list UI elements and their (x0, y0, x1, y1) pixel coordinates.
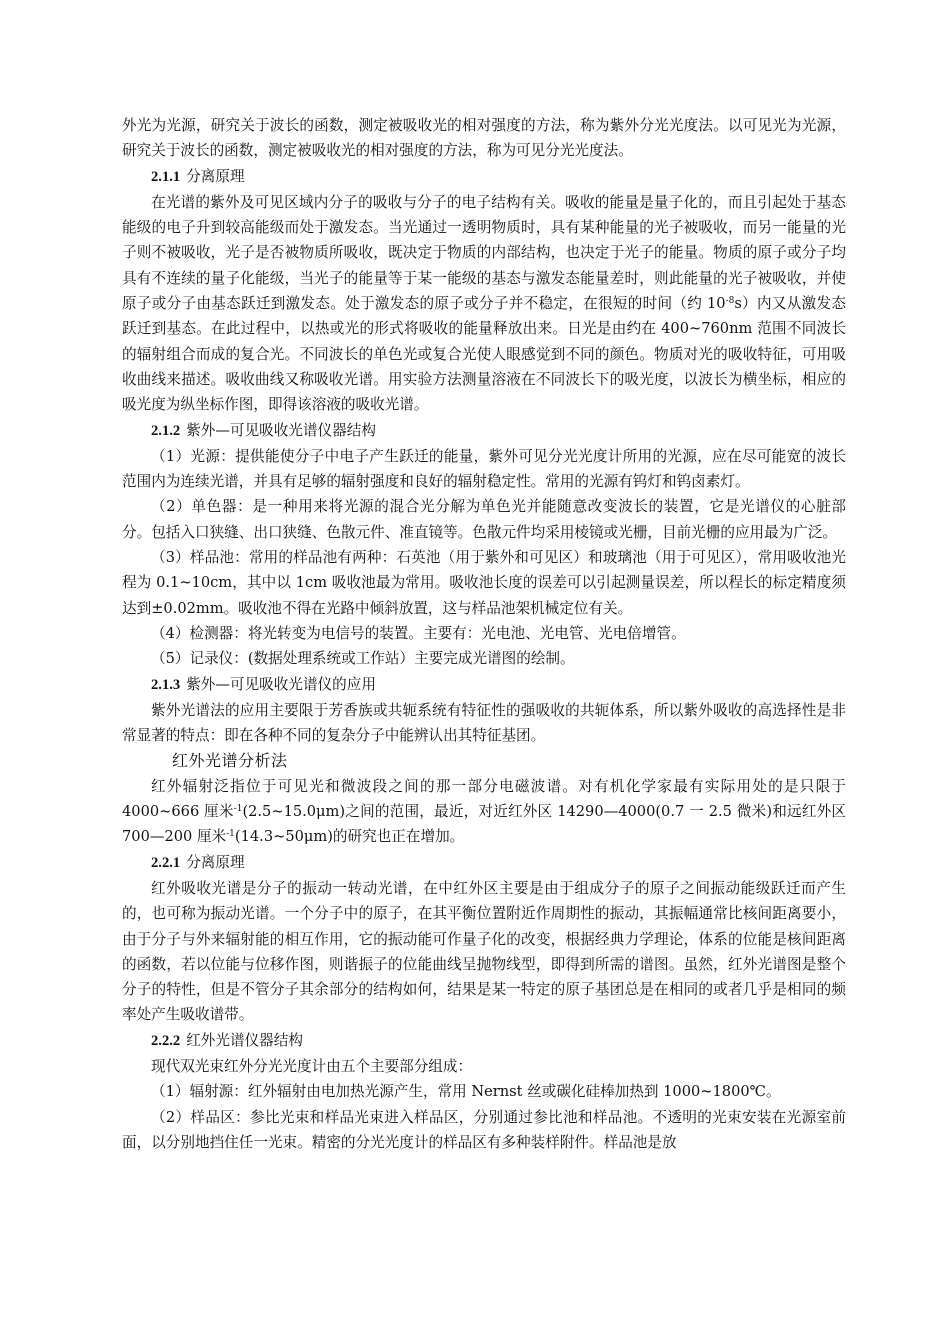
heading-title: 分离原理 (186, 853, 245, 871)
paragraph-light-source: （1）光源：提供能使分子中电子产生跃迁的能量，紫外可见分光光度计所用的光源，应在尽可能宽的波长范围内为连续光谱，并具有足够的辐射强度和良好的辐射稳定性。常用的光源有钨灯和钨卤素灯。 (122, 447, 846, 491)
paragraph-text: (2.5~15.0μm)之间的范围，最近，对近红外区 14290—4000(0.7 一 2.5 微米)和远红外区 700—200 厘米 (122, 803, 846, 846)
superscript: -8 (725, 296, 735, 307)
paragraph-uv-intro: 外光为光源，研究关于波长的函数，测定被吸收光的相对强度的方法，称为紫外分光光度法。以可见光为光源，研究关于波长的函数，测定被吸收光的相对强度的方法，称为可见分光光度法。 (122, 117, 846, 160)
heading-2-1-1 (122, 164, 846, 190)
paragraph-uv-application: 紫外光谱法的应用主要限于芳香族或共轭系统有特征性的强吸收的共轭体系，所以紫外吸收的高选择性是非常显著的特点：即在各种不同的复杂分子中能辨认出其特征基团。 (122, 701, 846, 745)
paragraph-text: (14.3~50μm)的研究也正在增加。 (234, 828, 465, 846)
heading-title: 分离原理 (186, 167, 245, 185)
heading-number: 2.1.2 (151, 422, 181, 439)
paragraph-sample-cell: （3）样品池：常用的样品池有两种：石英池（用于紫外和可见区）和玻璃池（用于可见区），常用吸收池光程为 0.1~10cm，其中以 1cm 吸收池最为常用。吸收池长度的误差可以引起测量误差，所以程长的标定精度须达到±0.02mm。吸收池不得在光路中倾斜放置，这与样品池架机械定位有关。 (122, 549, 846, 617)
superscript: -1 (233, 804, 243, 815)
superscript: -1 (226, 829, 235, 840)
paragraph-sample-area: （2）样品区：参比光束和样品光束进入样品区，分别通过参比池和样品池。不透明的光束安装在光源室前面，以分别地挡住任一光束。精密的分光光度计的样品区有多种装样附件。样品池是放 (122, 1108, 846, 1151)
paragraph-text: s）内又从激发态跃迁到基态。在此过程中，以热或光的形式将吸收的能量释放出来。日光是由约在 400~760nm 范围不同波长的辐射组合而成的复合光。不同波长的单色光或复合光使人眼感觉到不同的颜色。物质对光的吸收特征，可用吸收曲线来描述。吸收曲线又称吸收光谱。用实验方法测量溶液在不同波长下的吸光度，以波长为横坐标，相应的吸光度为纵坐标作图，即得该溶液的吸收光谱。 (122, 295, 846, 414)
heading-2-2-1 (122, 850, 846, 876)
paragraph-recorder: （5）记录仪：(数据处理系统或工作站）主要完成光谱图的绘制。 (151, 650, 575, 668)
section-title-ir: 红外光谱分析法 (172, 751, 288, 771)
heading-title: 紫外—可见吸收光谱仪的应用 (186, 675, 376, 693)
heading-title: 红外光谱仪器结构 (186, 1031, 303, 1049)
paragraph-text: 在光谱的紫外及可见区域内分子的吸收与分子的电子结构有关。吸收的能量是量子化的，而且引起处于基态能级的电子升到较高能级而处于激发态。当光通过一透明物质时，具有某种能量的光子被吸收，而另一能量的光子则不被吸收，光子是否被物质所吸收，既决定于物质的内部结构，也决定于光子的能量。物质的原子或分子均具有不连续的量子化能级，当光子的能量等于某一能级的基态与激发态能量差时，则此能量的光子被吸收，并使原子或分子由基态跃迁到激发态。处于激发态的原子或分子并不稳定，在很短的时间（约 10 (122, 193, 846, 313)
paragraph-ir-intro (122, 774, 846, 850)
paragraph-ir-principle: 红外吸收光谱是分子的振动一转动光谱，在中红外区主要是由于组成分子的原子之间振动能级跃迁而产生的，也可称为振动光谱。一个分子中的原子，在其平衡位置附近作周期性的振动，其振幅通常比核间距离要小，由于分子与外来辐射能的相互作用，它的振动能可作量子化的改变，根据经典力学理论，体系的位能是核间距离的函数，若以位能与位移作图，则谐振子的位能曲线呈抛物线型，即得到所需的谱图。虽然，红外光谱图是整个分子的特性，但是不管分子其余部分的结构如何，结果是某一特定的原子基团总是在相同的或者几乎是相同的频率处产生吸收谱带。 (122, 879, 846, 1024)
paragraph-text: 红外辐射泛指位于可见光和微波段之间的那一部分电磁波谱。对有机化学家最有实际用处的是只限于 4000~666 厘米 (122, 777, 846, 821)
paragraph-uv-principle (122, 190, 846, 418)
heading-title: 紫外—可见吸收光谱仪器结构 (186, 421, 376, 439)
paragraph-radiation-source: （1）辐射源：红外辐射由电加热光源产生，常用 Nernst 丝或碳化硅棒加热到 1000~1800℃。 (151, 1083, 781, 1101)
heading-2-2-2 (122, 1028, 846, 1054)
heading-number: 2.1.1 (151, 168, 181, 185)
heading-number: 2.1.3 (151, 676, 181, 693)
paragraph-detector: （4）检测器：将光转变为电信号的装置。主要有：光电池、光电管、光电倍增管。 (151, 624, 686, 642)
heading-2-1-2 (122, 418, 846, 444)
paragraph-monochromator: （2）单色器：是一种用来将光源的混合光分解为单色光并能随意改变波长的装置，它是光谱仪的心脏部分。包括入口狭缝、出口狭缝、色散元件、准直镜等。色散元件均采用棱镜或光栅，目前光栅的应用最为广泛。 (122, 498, 846, 541)
heading-number: 2.2.1 (151, 854, 181, 871)
heading-number: 2.2.2 (151, 1032, 181, 1049)
paragraph-ir-instrument-intro: 现代双光束红外分光光度计由五个主要部分组成： (151, 1057, 473, 1075)
heading-2-1-3 (122, 672, 846, 698)
